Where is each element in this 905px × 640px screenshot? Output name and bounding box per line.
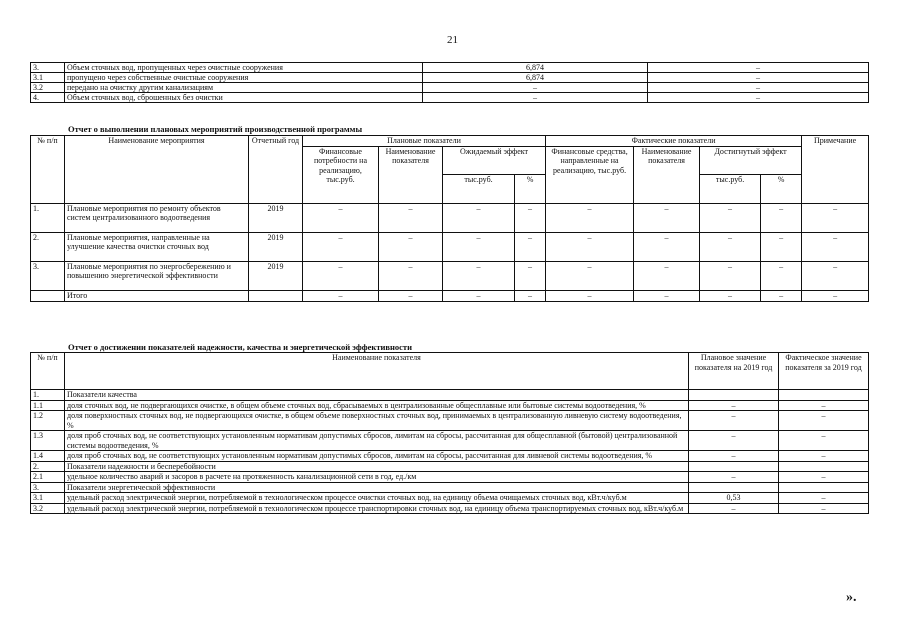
row-plan-value [689, 482, 779, 493]
row-num: 1. [31, 390, 65, 401]
table-row [31, 400, 869, 411]
table-row [31, 73, 869, 83]
dash-cell: – [634, 203, 700, 232]
header-indicator-plan: Наименование показателя [379, 146, 443, 203]
row-name: Объем сточных вод, сброшенных без очистки [65, 93, 423, 103]
dash-cell: – [303, 232, 379, 261]
header-effect-fact: Достигнутый эффект [700, 146, 802, 175]
dash-cell: – [761, 290, 802, 301]
row-name: Плановые мероприятия, направленные на улучшение качества очистки сточных вод [65, 232, 249, 261]
dash-cell: – [515, 261, 546, 290]
row-name: доля проб сточных вод, не соответствующих установленным нормативам допустимых сбросов, лимитам на сбросы, рассчитанная для общесплавной (бытовой) централизованной системы водоотведения, % [65, 431, 689, 451]
dash-cell: – [379, 232, 443, 261]
row-year: 2019 [249, 232, 303, 261]
row-fact-value: – [779, 451, 869, 462]
dash-cell: – [515, 232, 546, 261]
table-row [31, 93, 869, 103]
row-name: Показатели энергетической эффективности [65, 482, 689, 493]
row-plan-value: 0,53 [689, 493, 779, 504]
row-name: доля проб сточных вод, не соответствующих установленным нормативам допустимых сбросов, лимитам на сбросы, рассчитанная для ливневой системы водоотведения, % [65, 451, 689, 462]
table-row [31, 261, 869, 290]
row-year: 2019 [249, 203, 303, 232]
row-plan-value: – [689, 431, 779, 451]
row-name: доля поверхностных сточных вод, не подвергающихся очистке, в общем объеме поверхностных сточных вод, принимаемых в централизованную ливневую систему водоотведения, % [65, 411, 689, 431]
row-fact-value: – [779, 411, 869, 431]
table-row [31, 390, 869, 401]
header-rub-fact: тыс.руб. [700, 175, 761, 204]
row-value-1: 6,874 [423, 63, 648, 73]
row-num: 2.1 [31, 472, 65, 483]
dash-cell: – [443, 261, 515, 290]
row-num [31, 290, 65, 301]
row-year [249, 290, 303, 301]
dash-cell: – [303, 290, 379, 301]
header-pct-plan: % [515, 175, 546, 204]
row-value-1: – [423, 93, 648, 103]
header-plan: Плановые показатели [303, 136, 546, 147]
table-row [31, 203, 869, 232]
row-num: 3.2 [31, 83, 65, 93]
row-value-1: – [423, 83, 648, 93]
header-fact: Фактические показатели [546, 136, 802, 147]
row-num: 3.1 [31, 493, 65, 504]
header-effect-plan: Ожидаемый эффект [443, 146, 546, 175]
row-value-2: – [648, 73, 869, 83]
row-num: 3. [31, 482, 65, 493]
row-fact-value: – [779, 503, 869, 514]
header-measure-name: Наименование мероприятия [65, 136, 249, 204]
row-name: Показатели качества [65, 390, 689, 401]
row-num: 3. [31, 261, 65, 290]
table-row [31, 232, 869, 261]
dash-cell: – [443, 232, 515, 261]
row-plan-value [689, 390, 779, 401]
row-name: передано на очистку другим канализациям [65, 83, 423, 93]
dash-cell: – [700, 232, 761, 261]
row-num: 1.3 [31, 431, 65, 451]
header-year: Отчетный год [249, 136, 303, 204]
row-num: 4. [31, 93, 65, 103]
program-report-caption: Отчет о выполнении плановых мероприятий производственной программы [68, 124, 363, 134]
row-plan-value: – [689, 503, 779, 514]
row-fact-value [779, 461, 869, 472]
dash-cell: – [546, 261, 634, 290]
row-num: 3. [31, 63, 65, 73]
row-name: удельный расход электрической энергии, потребляемой в технологическом процессе очистки сточных вод, на единицу объема очищаемых сточных вод, кВт.ч/куб.м [65, 493, 689, 504]
row-name: Показатели надежности и бесперебойности [65, 461, 689, 472]
table-row [31, 503, 869, 514]
row-name: удельное количество аварий и засоров в расчете на протяженность канализационной сети в год, ед./км [65, 472, 689, 483]
dash-cell: – [634, 261, 700, 290]
indicators-report-caption: Отчет о достижении показателей надежности, качества и энергетической эффективности [68, 342, 412, 352]
row-plan-value: – [689, 400, 779, 411]
row-name: пропущено через собственные очистные сооружения [65, 73, 423, 83]
row-plan-value: – [689, 472, 779, 483]
row-fact-value: – [779, 472, 869, 483]
row-num: 2. [31, 232, 65, 261]
header-indicator-fact: Наименование показателя [634, 146, 700, 203]
dash-cell: – [303, 261, 379, 290]
dash-cell: – [802, 203, 869, 232]
row-num: 1.1 [31, 400, 65, 411]
row-value-2: – [648, 83, 869, 93]
dash-cell: – [443, 203, 515, 232]
dash-cell: – [546, 203, 634, 232]
row-num: 1.4 [31, 451, 65, 462]
header-pct-fact: % [761, 175, 802, 204]
total-row [31, 290, 869, 301]
row-name: Объем сточных вод, пропущенных через очистные сооружения [65, 63, 423, 73]
dash-cell: – [802, 261, 869, 290]
wastewater-volume-table [30, 62, 869, 103]
dash-cell: – [515, 290, 546, 301]
row-plan-value: – [689, 451, 779, 462]
row-fact-value [779, 390, 869, 401]
dash-cell: – [761, 232, 802, 261]
row-plan-value: – [689, 411, 779, 431]
dash-cell: – [379, 290, 443, 301]
header-note: Примечание [802, 136, 869, 204]
row-name: Плановые мероприятия по энергосбережению и повышению энергетической эффективности [65, 261, 249, 290]
header-indicator-name: Наименование показателя [65, 353, 689, 390]
page-number: 21 [447, 34, 458, 46]
row-value-2: – [648, 93, 869, 103]
row-name: доля сточных вод, не подвергающихся очистке, в общем объеме сточных вод, сбрасываемых в централизованные общесплавные или бытовые системы водоотведения, % [65, 400, 689, 411]
row-num: 2. [31, 461, 65, 472]
header-fin-plan: Финансовые потребности на реализацию, тыс.руб. [303, 146, 379, 203]
dash-cell: – [379, 261, 443, 290]
header-plan-value: Плановое значение показателя на 2019 год [689, 353, 779, 390]
table-row [31, 461, 869, 472]
dash-cell: – [634, 232, 700, 261]
header-num: № п/п [31, 136, 65, 204]
header-num: № п/п [31, 353, 65, 390]
row-num: 1. [31, 203, 65, 232]
dash-cell: – [700, 290, 761, 301]
dash-cell: – [634, 290, 700, 301]
row-num: 1.2 [31, 411, 65, 431]
dash-cell: – [700, 261, 761, 290]
header-fin-fact: Финансовые средства, направленные на реализацию, тыс.руб. [546, 146, 634, 203]
dash-cell: – [700, 203, 761, 232]
header-fact-value: Фактическое значение показателя за 2019 год [779, 353, 869, 390]
program-measures-table [30, 135, 869, 302]
row-year: 2019 [249, 261, 303, 290]
dash-cell: – [443, 290, 515, 301]
row-plan-value [689, 461, 779, 472]
table-row [31, 493, 869, 504]
total-label: Итого [65, 290, 249, 301]
header-rub-plan: тыс.руб. [443, 175, 515, 204]
dash-cell: – [761, 203, 802, 232]
dash-cell: – [546, 232, 634, 261]
row-name: удельный расход электрической энергии, потребляемой в технологическом процессе транспортировки сточных вод, на единицу объема транспортируемых сточных вод, кВт.ч/куб.м [65, 503, 689, 514]
table-row [31, 472, 869, 483]
table-row [31, 63, 869, 73]
row-fact-value: – [779, 431, 869, 451]
row-value-1: 6,874 [423, 73, 648, 83]
table-row [31, 451, 869, 462]
dash-cell: – [303, 203, 379, 232]
table-row [31, 482, 869, 493]
table-row [31, 83, 869, 93]
indicators-table [30, 352, 869, 514]
row-fact-value [779, 482, 869, 493]
dash-cell: – [802, 232, 869, 261]
row-fact-value: – [779, 493, 869, 504]
row-num: 3.1 [31, 73, 65, 83]
dash-cell: – [546, 290, 634, 301]
dash-cell: – [379, 203, 443, 232]
row-value-2: – [648, 63, 869, 73]
row-num: 3.2 [31, 503, 65, 514]
dash-cell: – [802, 290, 869, 301]
dash-cell: – [515, 203, 546, 232]
row-fact-value: – [779, 400, 869, 411]
closing-quote: ». [846, 590, 857, 605]
table-row [31, 411, 869, 431]
row-name: Плановые мероприятия по ремонту объектов систем централизованного водоотведения [65, 203, 249, 232]
table-row [31, 431, 869, 451]
dash-cell: – [761, 261, 802, 290]
